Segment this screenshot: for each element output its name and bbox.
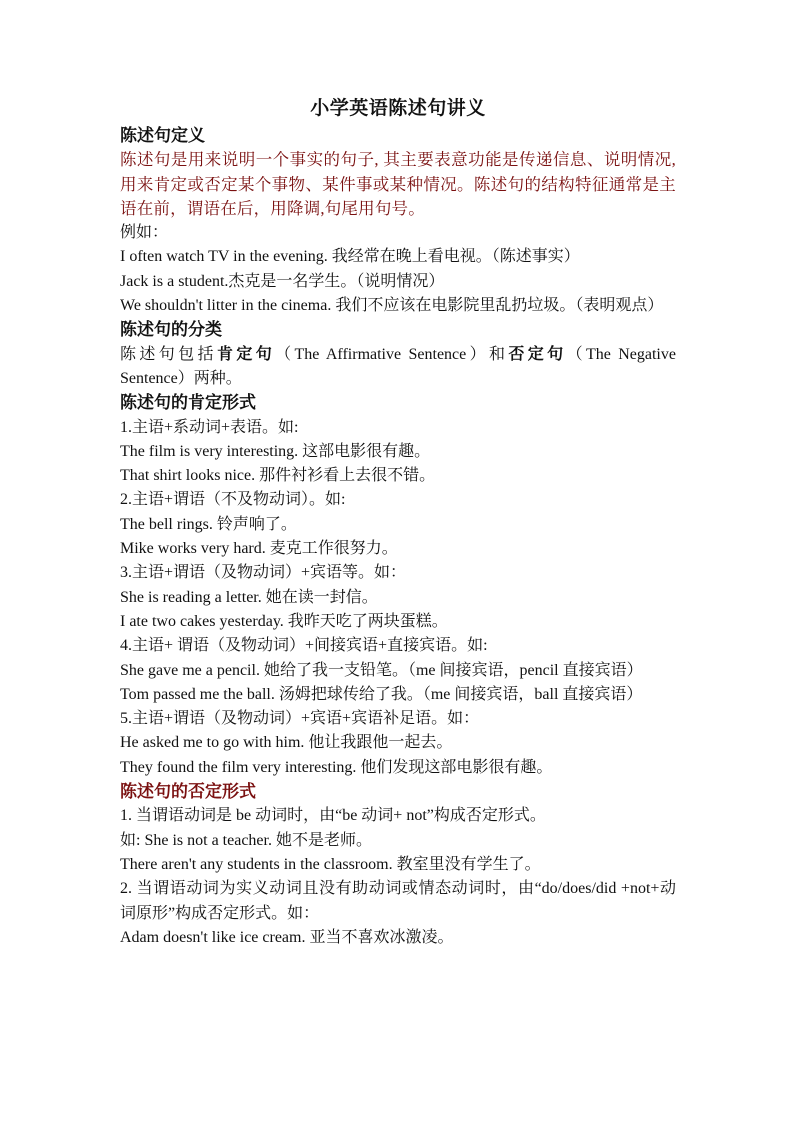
example-line: I ate two cakes yesterday. 我昨天吃了两块蛋糕。	[120, 612, 448, 630]
example-line: 如: She is not a teacher. 她不是老师。	[120, 831, 372, 849]
section-heading-affirmative: 陈述句的肯定形式	[120, 393, 256, 413]
example-line: That shirt looks nice. 那件衬衫看上去很不错。	[120, 467, 436, 485]
example-intro: 例如：	[120, 224, 169, 242]
rule-line: 4.主语+ 谓语（及物动词）+间接宾语+直接宾语。如:	[120, 637, 488, 655]
example-line: Adam doesn't like ice cream. 亚当不喜欢冰激凌。	[120, 928, 454, 946]
example-line: Jack is a student.杰克是一名学生。（说明情况）	[120, 272, 445, 290]
rule-line: 1.主语+系动词+表语。如:	[120, 418, 299, 436]
section-heading-types: 陈述句的分类	[120, 320, 222, 340]
example-line: They found the film very interesting. 他们发现这部电影很有趣。	[120, 758, 553, 776]
rule-line: 3.主语+谓语（及物动词）+宾语等。如：	[120, 564, 407, 582]
rule-line: 2. 当谓语动词为实义动词且没有助动词或情态动词时，由“do/does/did +not+动词原形”构成否定形式。如：	[120, 880, 676, 922]
rule-line: 2.主语+谓语（不及物动词）。如:	[120, 491, 346, 509]
rule-line: 1. 当谓语动词是 be 动词时，由“be 动词+ not”构成否定形式。	[120, 807, 546, 825]
example-line: Mike works very hard. 麦克工作很努力。	[120, 540, 398, 558]
section-heading-negative: 陈述句的否定形式	[120, 782, 256, 802]
example-line: The bell rings. 铃声响了。	[120, 515, 297, 533]
example-line: The film is very interesting. 这部电影很有趣。	[120, 442, 431, 460]
affirmative-term: 肯定句	[216, 345, 276, 363]
example-line: I often watch TV in the evening. 我经常在晚上看电视。（陈述事实）	[120, 248, 580, 266]
example-line: We shouldn't litter in the cinema. 我们不应该在电影院里乱扔垃圾。（表明观点）	[120, 297, 664, 315]
types-text-c: （The Negative Sentence）两种。	[120, 345, 676, 387]
types-text-b: （The Affirmative Sentence）和	[275, 345, 509, 363]
example-line: There aren't any students in the classroom. 教室里没有学生了。	[120, 855, 541, 873]
negative-term: 否定句	[508, 345, 567, 363]
definition-text: 陈述句是用来说明一个事实的句子, 其主要表意功能是传递信息、说明情况,用来肯定或否定某个事物、某件事或某种情况。陈述句的结构特征通常是主语在前，谓语在后，用降调,句尾用句号。	[120, 150, 676, 218]
document-page	[120, 96, 676, 950]
example-line: Tom passed me the ball. 汤姆把球传给了我。（me 间接宾语，ball 直接宾语）	[120, 685, 643, 703]
example-line: She gave me a pencil. 她给了我一支铅笔。（me 间接宾语，pencil 直接宾语）	[120, 661, 643, 679]
rule-line: 5.主语+谓语（及物动词）+宾语+宾语补足语。如：	[120, 710, 480, 728]
types-text-a: 陈述句包括	[120, 345, 217, 363]
example-line: He asked me to go with him. 他让我跟他一起去。	[120, 734, 453, 752]
page-title: 小学英语陈述句讲义	[310, 98, 486, 119]
example-line: She is reading a letter. 她在读一封信。	[120, 588, 378, 606]
types-text	[120, 343, 676, 392]
section-heading-definition: 陈述句定义	[120, 126, 205, 145]
